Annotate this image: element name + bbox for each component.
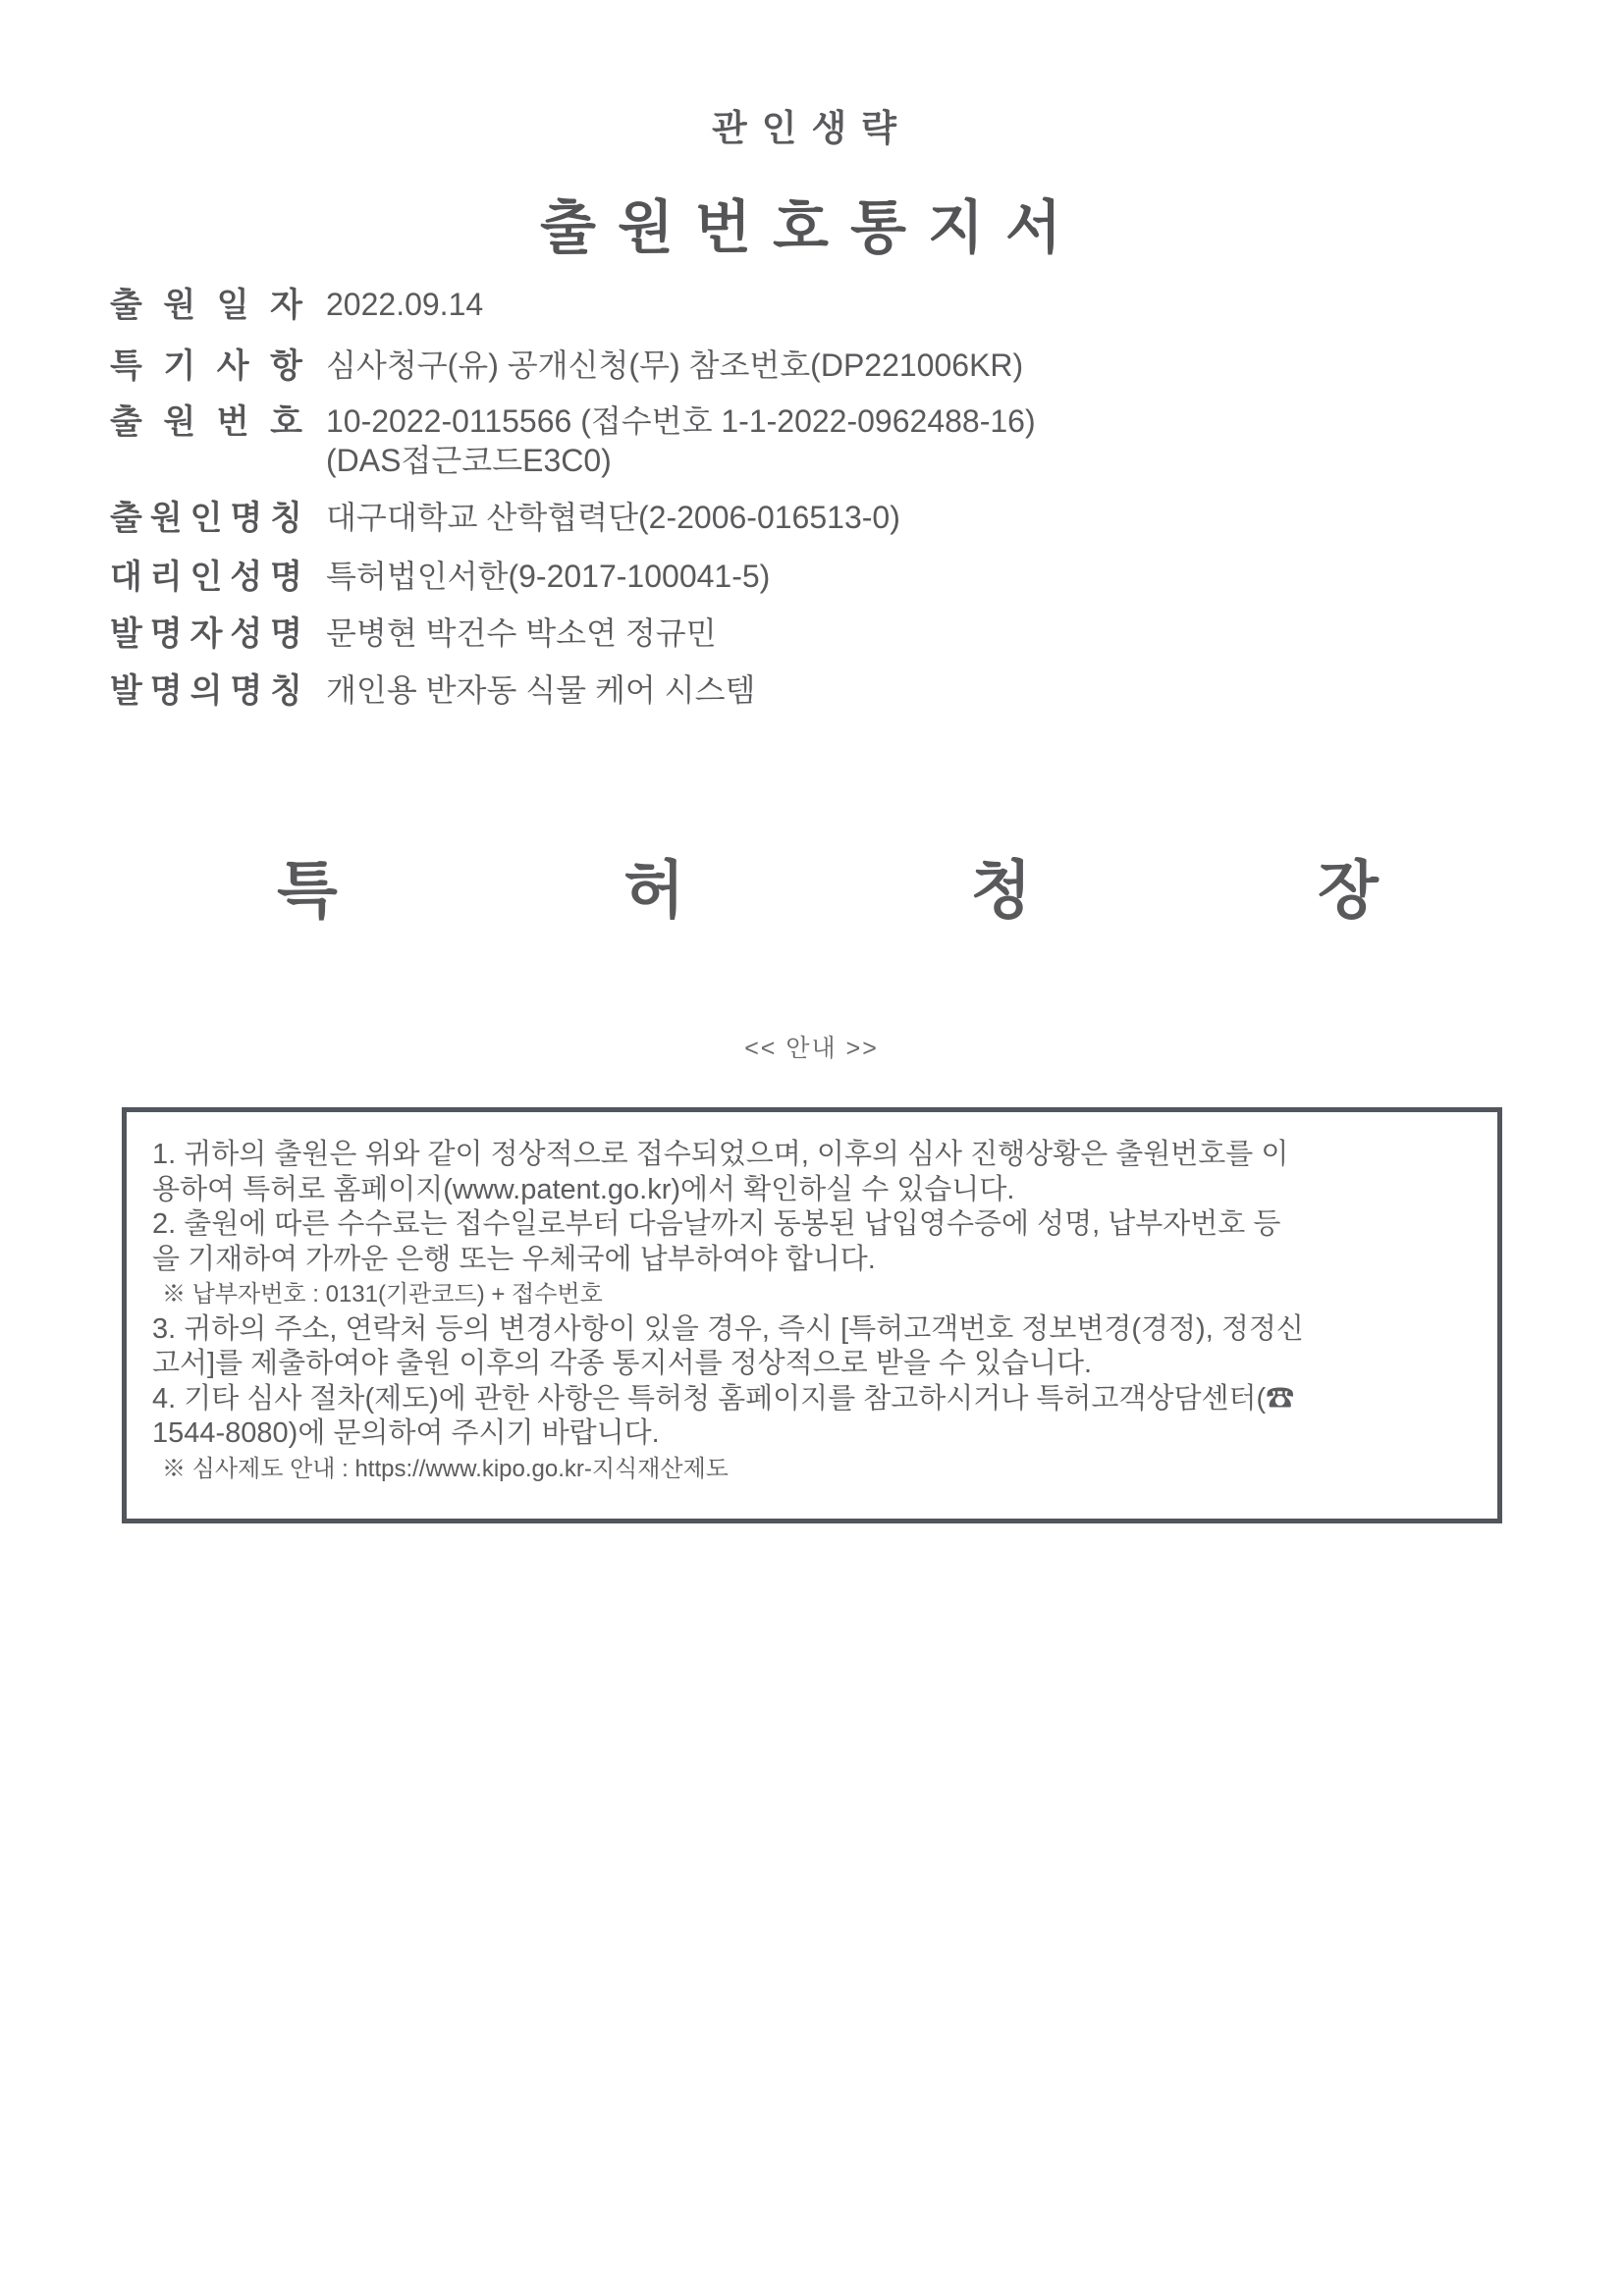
field-row-inventor-names xyxy=(110,614,1564,655)
seal-omitted-note: 관인생략 xyxy=(712,108,911,148)
phone-icon: ☎ xyxy=(1266,1382,1295,1415)
application-fields xyxy=(110,285,1564,712)
field-value: 특허법인서한(9-2017-100041-5) xyxy=(326,559,771,594)
field-value: 문병현 박건수 박소연 정규민 xyxy=(326,615,717,651)
commissioner-signature: 특 허 청 장 xyxy=(277,855,1379,926)
notice-line: 을 기재하여 가까운 은행 또는 우체국에 납부하여야 합니다. xyxy=(152,1243,876,1275)
field-label: 출 원 일 자 xyxy=(110,287,302,324)
document-title: 출원번호통지서 xyxy=(540,195,1083,260)
notice-line-text: 4. 기타 심사 절차(제도)에 관한 사항은 특허청 홈페이지를 참고하시거나 특허고객상담센터( xyxy=(152,1382,1267,1415)
field-label: 출 원 번 호 xyxy=(110,403,302,441)
notice-line xyxy=(152,1382,1480,1417)
field-label: 출 원 인 명 칭 xyxy=(110,500,302,537)
field-label: 대 리 인 성 명 xyxy=(110,559,302,596)
field-value: 2022.09.14 xyxy=(326,287,484,322)
field-row-application-number xyxy=(110,401,1564,480)
notice-line-exam-guide: ※ 심사제도 안내 : https://www.kipo.go.kr-지식재산제도 xyxy=(162,1455,729,1482)
notice-line: 1544-8080)에 문의하여 주시기 바랍니다. xyxy=(152,1417,660,1449)
notice-box xyxy=(122,1107,1502,1523)
notice-line: 3. 귀하의 주소, 연락처 등의 변경사항이 있을 경우, 즉시 [특허고객번호 정보변경(경정), 정정신 xyxy=(152,1312,1304,1345)
field-value: 대구대학교 산학협력단(2-2006-016513-0) xyxy=(326,500,900,535)
field-row-agent-name xyxy=(110,557,1564,598)
field-label: 발 명 자 성 명 xyxy=(110,615,302,653)
field-value: 심사청구(유) 공개신청(무) 참조번호(DP221006KR) xyxy=(326,347,1024,383)
field-value: 개인용 반자동 식물 케어 시스템 xyxy=(326,672,756,708)
field-row-special-notes xyxy=(110,346,1564,387)
notice-line: 2. 출원에 따른 수수료는 접수일로부터 다음날까지 동봉된 납입영수증에 성명, 납부자번호 등 xyxy=(152,1208,1281,1240)
notice-line: 고서]를 제출하여야 출원 이후의 각종 통지서를 정상적으로 받을 수 있습니다. xyxy=(152,1348,1093,1379)
guide-heading: << 안내 >> xyxy=(744,1035,879,1062)
application-number-line2: (DAS접근코드E3C0) xyxy=(326,443,612,478)
field-row-invention-title xyxy=(110,670,1564,712)
field-value xyxy=(326,401,1036,480)
field-row-filing-date xyxy=(110,285,1564,326)
notice-line: 용하여 특허로 홈페이지(www.patent.go.kr)에서 확인하실 수 있습니다. xyxy=(152,1173,1015,1205)
notice-line: 1. 귀하의 출원은 위와 같이 정상적으로 접수되었으며, 이후의 심사 진행상황은 출원번호를 이 xyxy=(152,1139,1289,1170)
field-label: 특 기 사 항 xyxy=(110,347,302,385)
application-number-line1: 10-2022-0115566 (접수번호 1-1-2022-0962488-16) xyxy=(326,403,1036,439)
field-row-applicant-name xyxy=(110,498,1564,539)
notice-line-payer-number: ※ 납부자번호 : 0131(기관코드) + 접수번호 xyxy=(162,1281,603,1308)
field-label: 발 명 의 명 칭 xyxy=(110,672,302,710)
